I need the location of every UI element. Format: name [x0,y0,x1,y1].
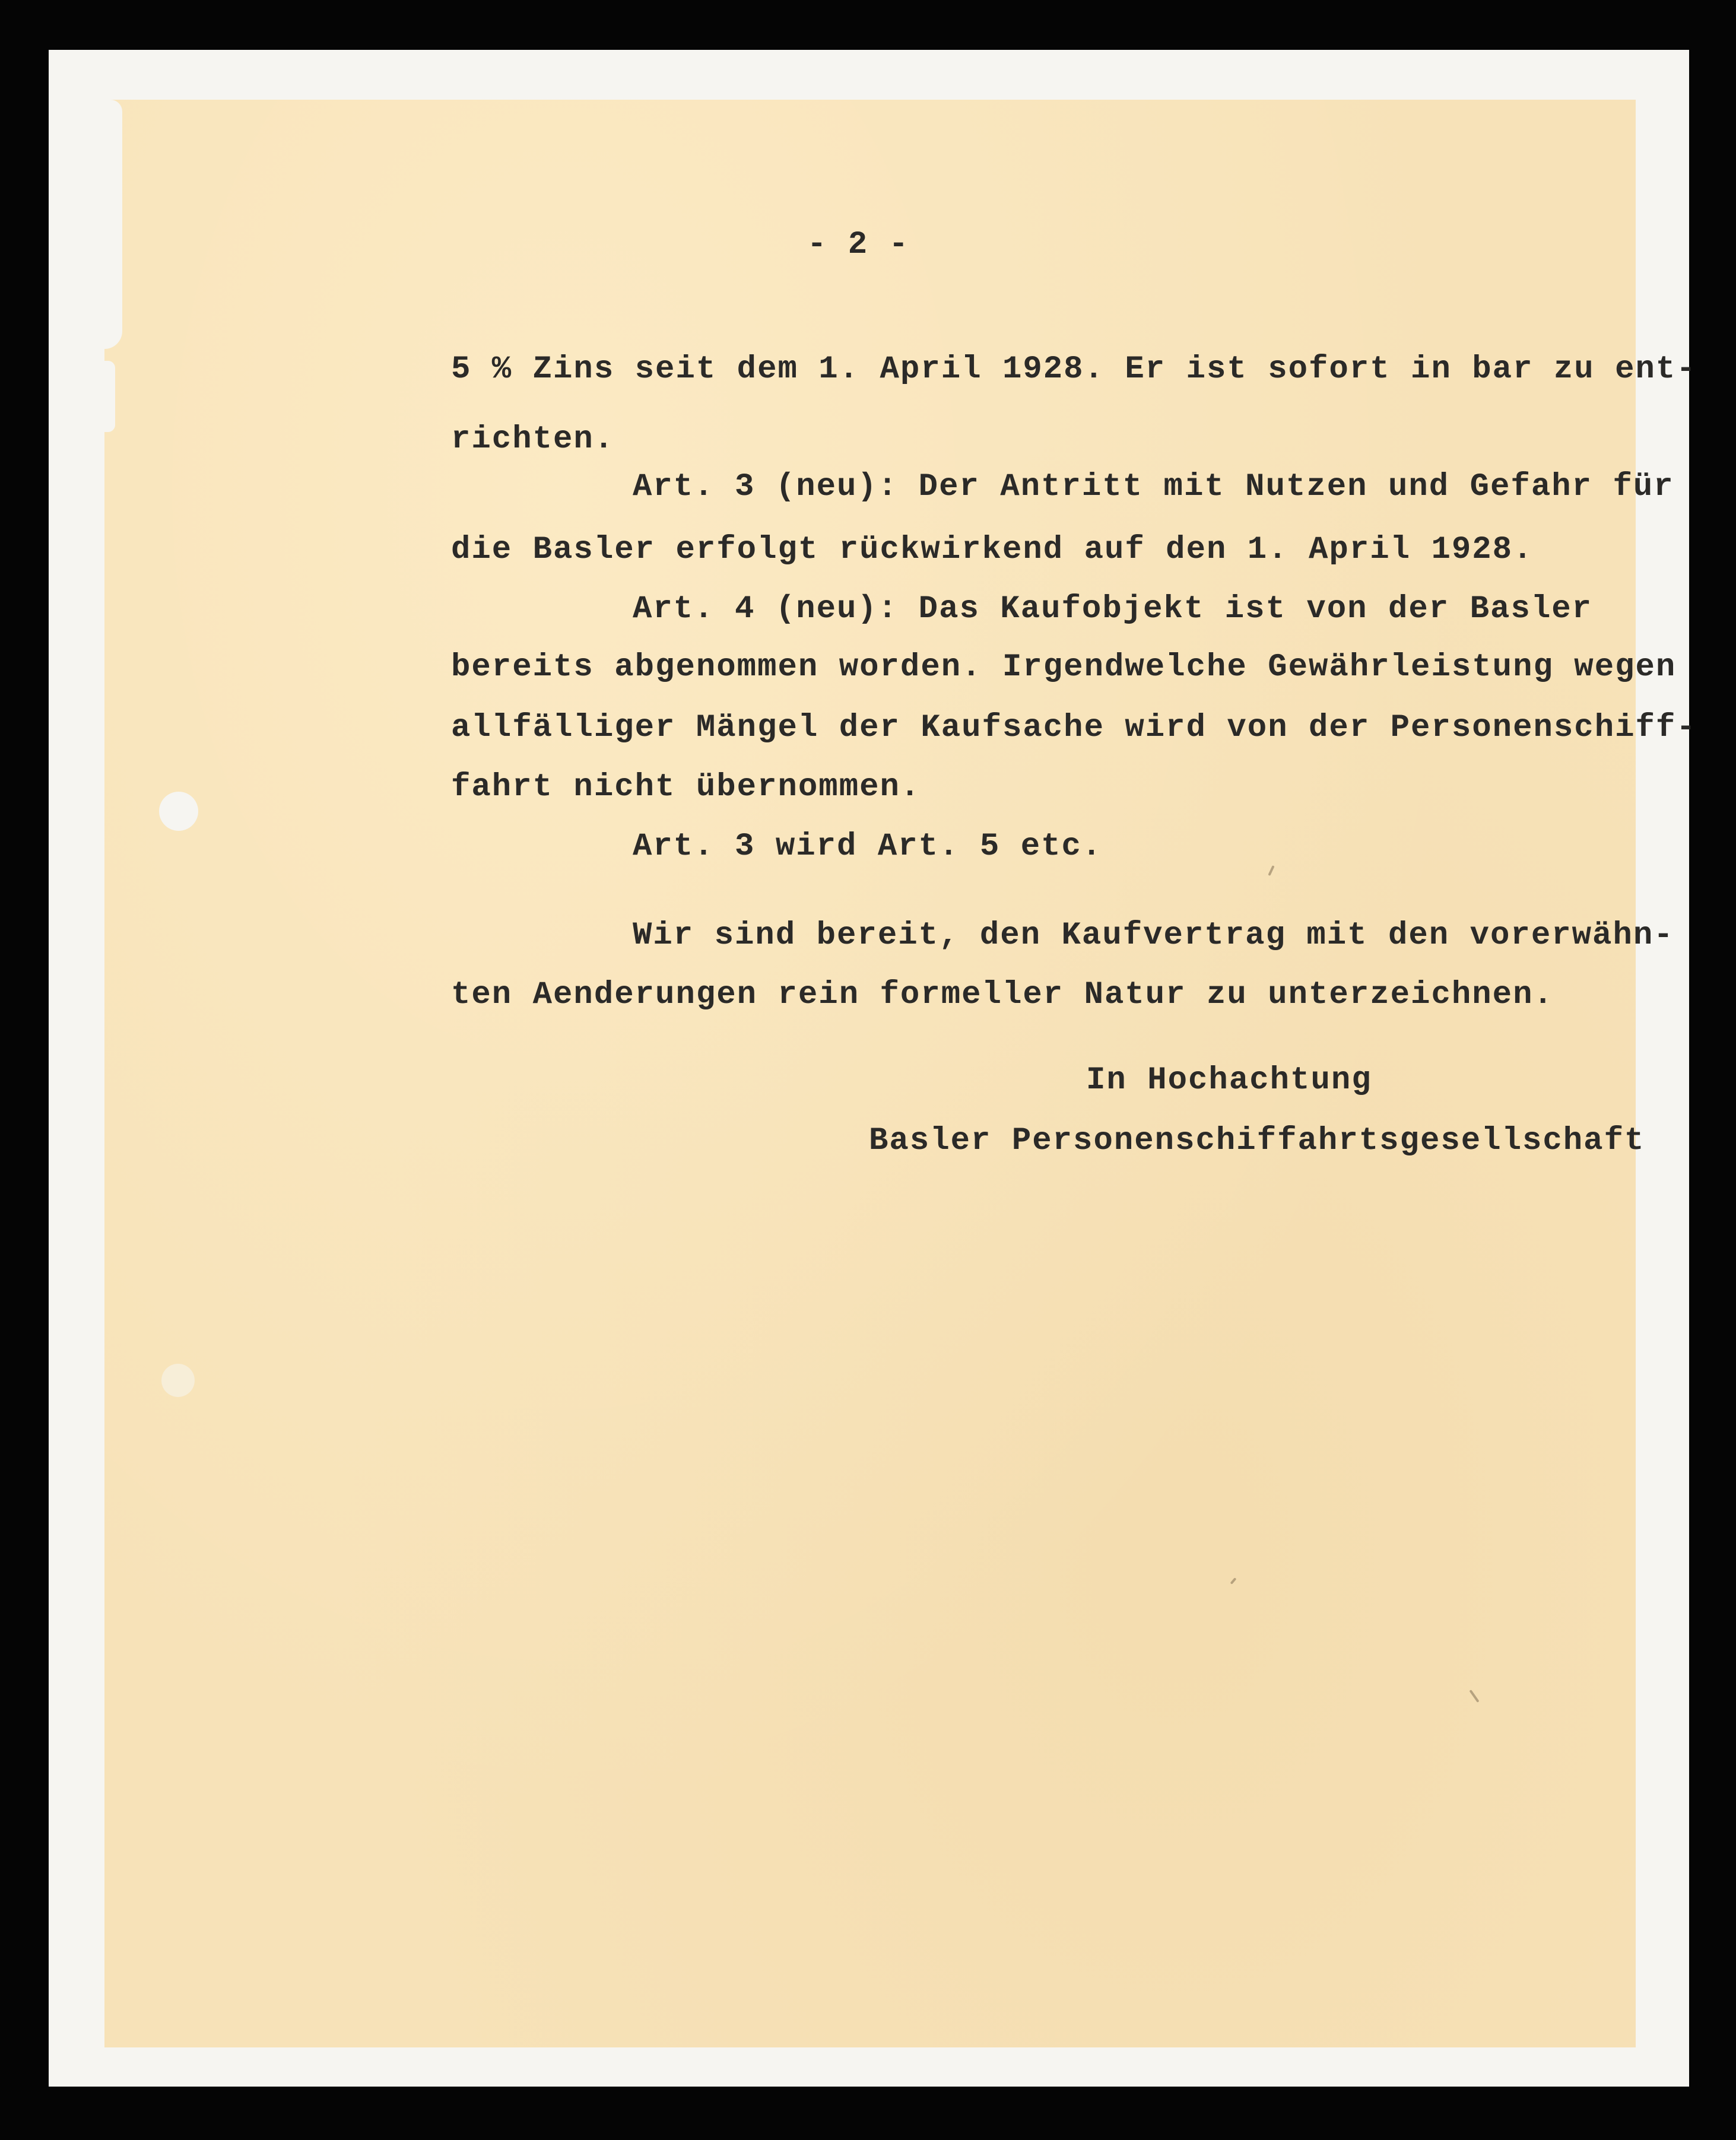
paper-mark [1469,1690,1479,1703]
body-line: die Basler erfolgt rückwirkend auf den 1. April 1928. [451,532,1534,568]
body-line: 5 % Zins seit dem 1. April 1928. Er ist sofort in bar zu ent- [451,351,1697,388]
punch-hole [159,792,198,831]
body-line: Art. 3 (neu): Der Antritt mit Nutzen und Gefahr für [633,469,1674,505]
punch-hole [161,1364,195,1397]
paper-mark [1230,1577,1237,1585]
body-line: allfälliger Mängel der Kaufsache wird von der Personenschiff- [451,710,1697,746]
paper-mark [1268,865,1274,876]
torn-edge [104,100,122,349]
body-line: fahrt nicht übernommen. [451,769,921,805]
body-line: Wir sind bereit, den Kaufvertrag mit den vorerwähn- [633,917,1674,954]
body-line: Art. 3 wird Art. 5 etc. [633,828,1103,865]
body-line: Art. 4 (neu): Das Kaufobjekt ist von der Basler [633,591,1593,627]
signature-company: Basler Personenschiffahrtsgesellschaft [869,1123,1645,1159]
document-page [104,100,1636,2047]
page-number: - 2 - [807,227,910,263]
body-line: richten. [451,421,615,458]
body-line: bereits abgenommen worden. Irgendwelche Gewährleistung wegen [451,649,1677,685]
body-line: ten Aenderungen rein formeller Natur zu unterzeichnen. [451,977,1554,1013]
torn-edge [104,361,115,432]
closing-salutation: In Hochachtung [1086,1062,1372,1098]
